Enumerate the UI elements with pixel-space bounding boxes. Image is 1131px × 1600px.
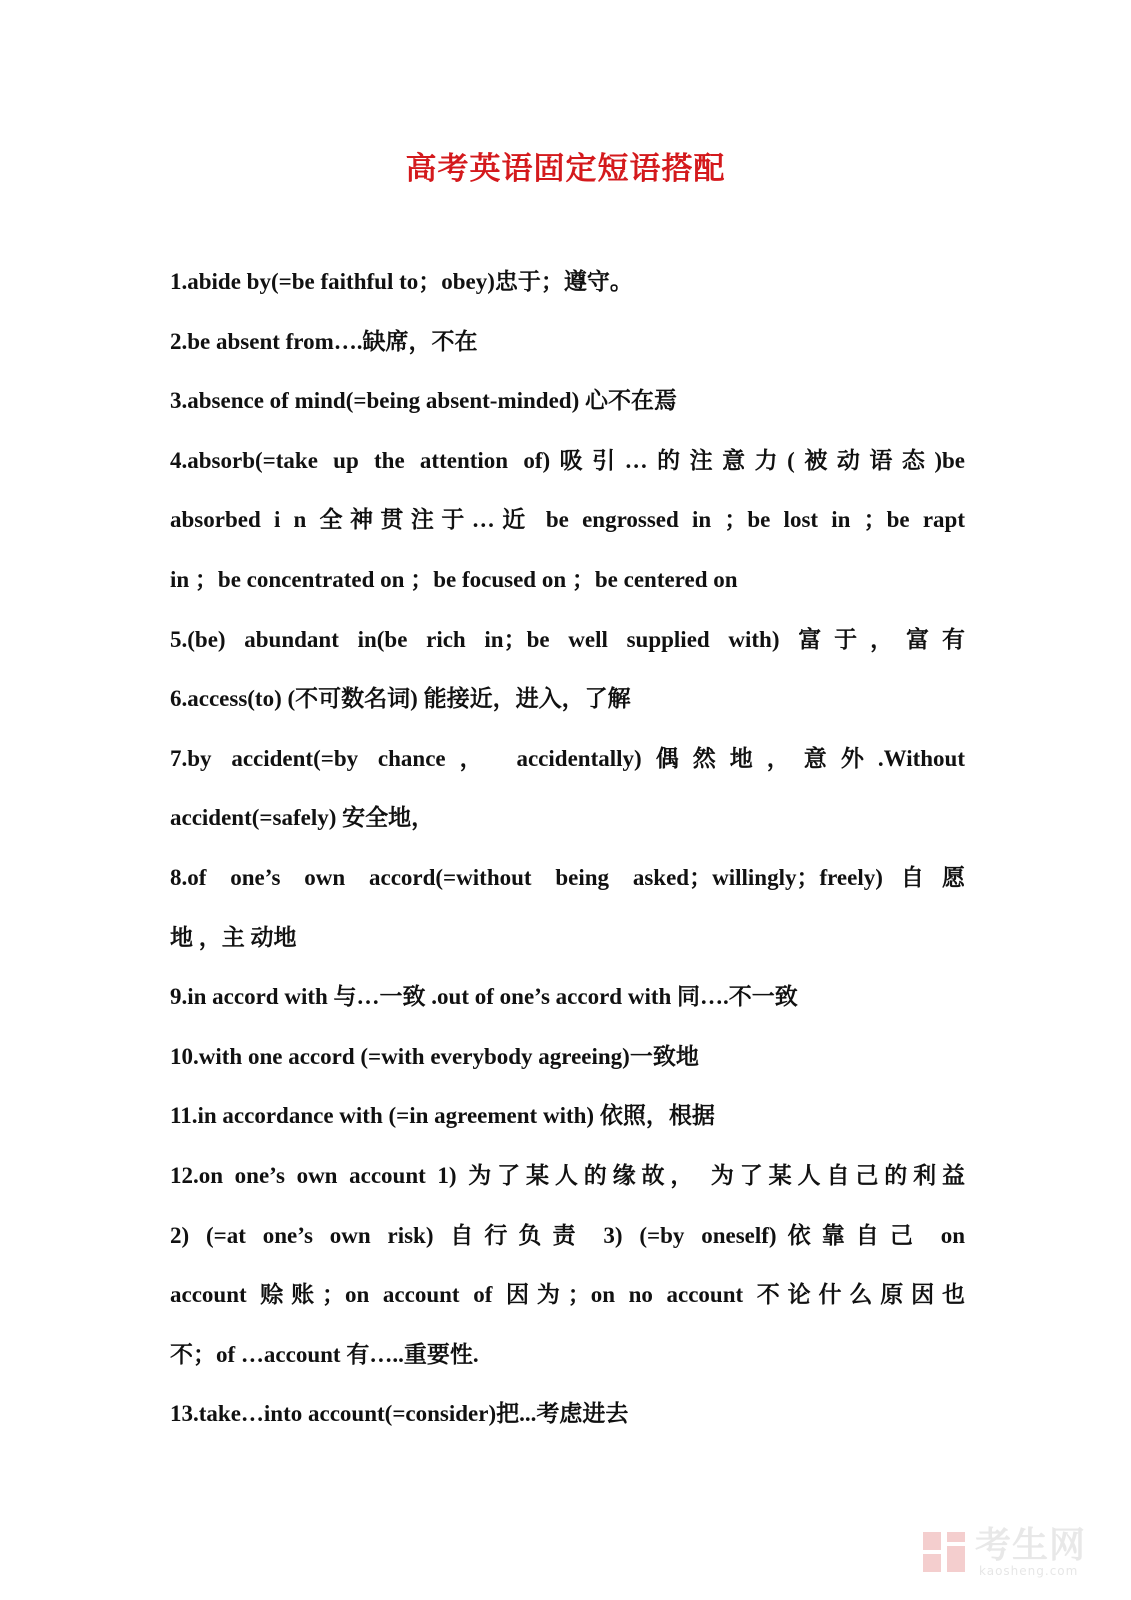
text-line: 12.on one’s own account 1) 为了某人的缘故， 为了某人自己的利益 — [170, 1162, 965, 1188]
watermark — [921, 1526, 1091, 1578]
text-line: absorbed i n 全神贯注于…近 be engrossed in ；be lost in ；be rapt — [170, 507, 965, 533]
text-line: account 赊账；on account of 因为；on no account 不论什么原因也 — [170, 1282, 965, 1308]
text-line: 2) (=at one’s own risk) 自行负责 3) (=by oneself)依靠自己 on — [170, 1222, 965, 1248]
text-line: 7.by accident(=by chance， accidentally)偶然地，意外.Without — [170, 745, 965, 771]
text-line: 8.of one’s own accord(=without being asked；willingly；freely)自愿 — [170, 864, 965, 890]
document-title: 高考英语固定短语搭配 — [405, 151, 726, 187]
phrase-list — [170, 262, 965, 1454]
text-line: 10.with one accord (=with everybody agreeing)一致地 — [170, 1043, 699, 1069]
text-line: 11.in accordance with (=in agreement with) 依照，根据 — [170, 1103, 715, 1129]
text-line: 2.be absent from….缺席，不在 — [170, 328, 478, 354]
text-line: accident(=safely) 安全地， — [170, 805, 435, 831]
text-line: 地 ，主 动地 — [170, 924, 297, 950]
text-line: 5.(be) abundant in(be rich in；be well supplied with) 富于，富有 — [170, 626, 965, 652]
text-line: 9.in accord with 与…一致 .out of one’s accord with 同….不一致 — [170, 984, 798, 1010]
text-line: 6.access(to) (不可数名词) 能接近，进入，了解 — [170, 686, 631, 712]
text-line: 1.abide by(=be faithful to；obey)忠于；遵守。 — [170, 269, 633, 294]
watermark-domain: kaosheng.com — [979, 1564, 1079, 1578]
text-line: 3.absence of mind(=being absent-minded) 心不在焉 — [170, 388, 677, 414]
text-line: 13.take…into account(=consider)把...考虑进去 — [170, 1401, 629, 1427]
text-line: 不；of …account 有…..重要性. — [170, 1341, 479, 1367]
watermark-text: 考生网 — [975, 1525, 1087, 1566]
text-line: 4.absorb(=take up the attention of)吸引…的注意力(被动语态)be — [170, 447, 965, 473]
text-line: in ；be concentrated on ；be focused on ；be centered on — [170, 566, 738, 592]
kaosheng-logo-icon — [921, 1528, 969, 1576]
